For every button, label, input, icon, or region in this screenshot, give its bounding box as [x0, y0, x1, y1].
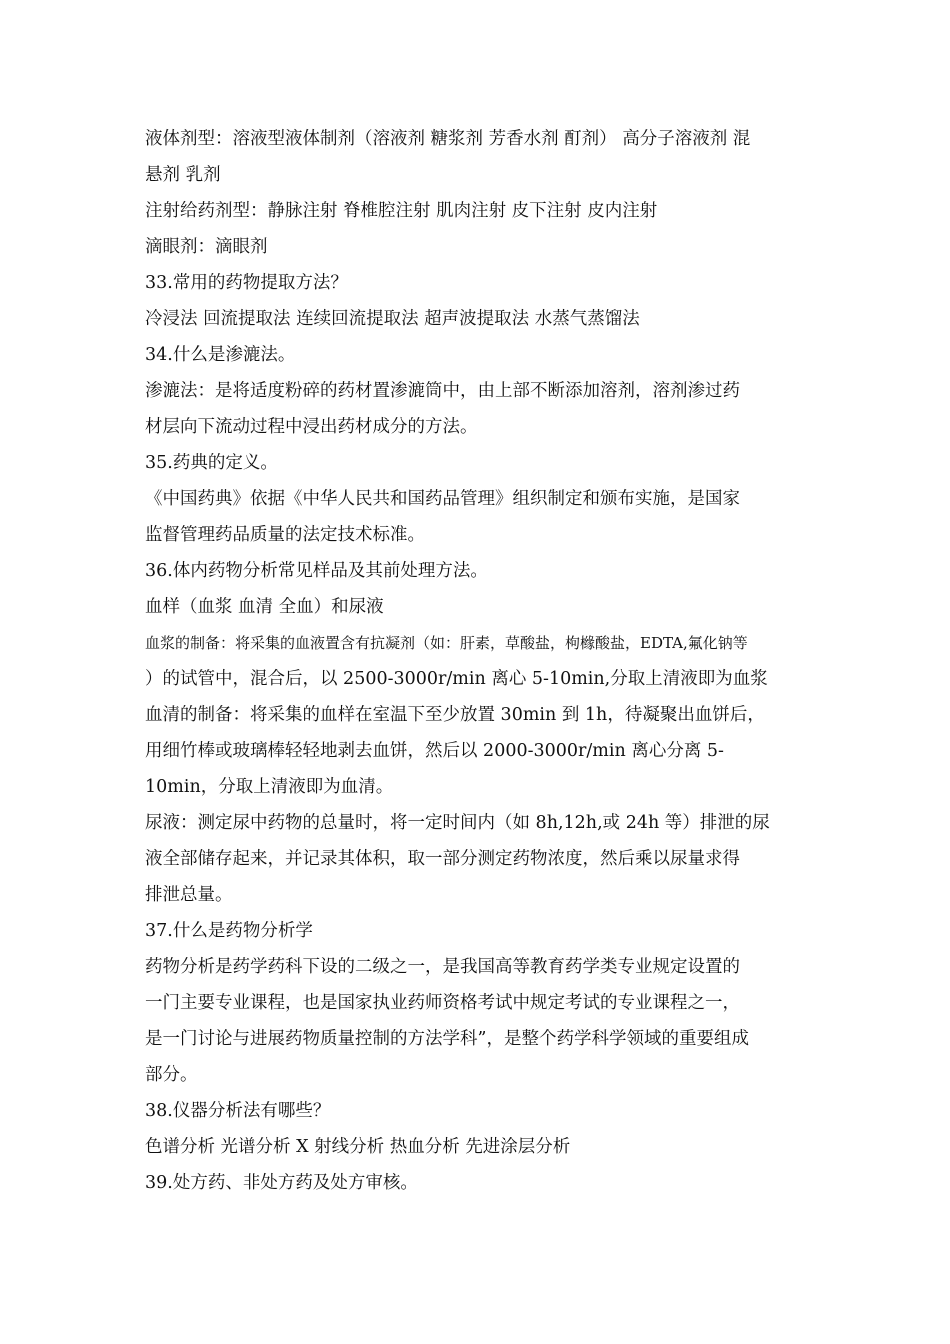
- text-line: 用细竹棒或玻璃棒轻轻地剥去血饼，然后以 2000-3000r/min 离心分离 5-: [145, 741, 724, 761]
- text-line: 排泄总量。: [145, 885, 233, 905]
- question-heading: 34.什么是渗漉法。: [145, 345, 296, 365]
- text-line: 色谱分析 光谱分析 X 射线分析 热血分析 先进涂层分析: [145, 1137, 571, 1157]
- text-line: 材层向下流动过程中浸出药材成分的方法。: [145, 417, 478, 437]
- text-line: 注射给药剂型：静脉注射 脊椎腔注射 肌肉注射 皮下注射 皮内注射: [145, 201, 658, 221]
- text-line: 一门主要专业课程，也是国家执业药师资格考试中规定考试的专业课程之一，: [145, 993, 740, 1013]
- text-line: ）的试管中，混合后，以 2500-3000r/min 离心 5-10min,分取上清液即为血浆: [145, 669, 768, 689]
- question-heading: 36.体内药物分析常见样品及其前处理方法。: [145, 561, 488, 581]
- text-line: 悬剂 乳剂: [145, 165, 221, 185]
- document-body: [145, 121, 810, 1201]
- text-line: 部分。: [145, 1065, 198, 1085]
- question-heading: 39.处方药、非处方药及处方审核。: [145, 1173, 418, 1193]
- text-line: 药物分析是药学药科下设的二级之一，是我国高等教育药学类专业规定设置的: [145, 957, 740, 977]
- question-heading: 35.药典的定义。: [145, 453, 278, 473]
- question-heading: 38.仪器分析法有哪些？: [145, 1101, 331, 1121]
- text-line: 尿液：测定尿中药物的总量时，将一定时间内（如 8h,12h,或 24h 等）排泄的尿: [145, 813, 770, 833]
- text-line: 渗漉法：是将适度粉碎的药材置渗漉筒中，由上部不断添加溶剂，溶剂渗过药: [145, 381, 740, 401]
- text-line: 冷浸法 回流提取法 连续回流提取法 超声波提取法 水蒸气蒸馏法: [145, 309, 640, 329]
- text-line: 监督管理药品质量的法定技术标准。: [145, 525, 425, 545]
- question-heading: 33.常用的药物提取方法？: [145, 273, 348, 293]
- text-line: 滴眼剂：滴眼剂: [145, 237, 268, 257]
- question-heading: 37.什么是药物分析学: [145, 921, 313, 941]
- text-line: 血样（血浆 血清 全血）和尿液: [145, 597, 384, 617]
- text-line: 是一门讨论与进展药物质量控制的方法学科”，是整个药学科学领域的重要组成: [145, 1029, 749, 1049]
- text-line: 液全部储存起来，并记录其体积，取一部分测定药物浓度，然后乘以尿量求得: [145, 849, 740, 869]
- text-line: 血浆的制备：将采集的血液置含有抗凝剂（如：肝素，草酸盐，枸橼酸盐，EDTA,氟化钠等: [145, 634, 748, 652]
- text-line: 液体剂型：溶液型液体制剂（溶液剂 糖浆剂 芳香水剂 酊剂） 高分子溶液剂 混: [145, 129, 751, 149]
- text-line: 10min，分取上清液即为血清。: [145, 777, 394, 797]
- text-line: 《中国药典》依据《中华人民共和国药品管理》组织制定和颁布实施，是国家: [145, 489, 740, 509]
- text-line: 血清的制备：将采集的血样在室温下至少放置 30min 到 1h，待凝聚出血饼后，: [145, 705, 765, 725]
